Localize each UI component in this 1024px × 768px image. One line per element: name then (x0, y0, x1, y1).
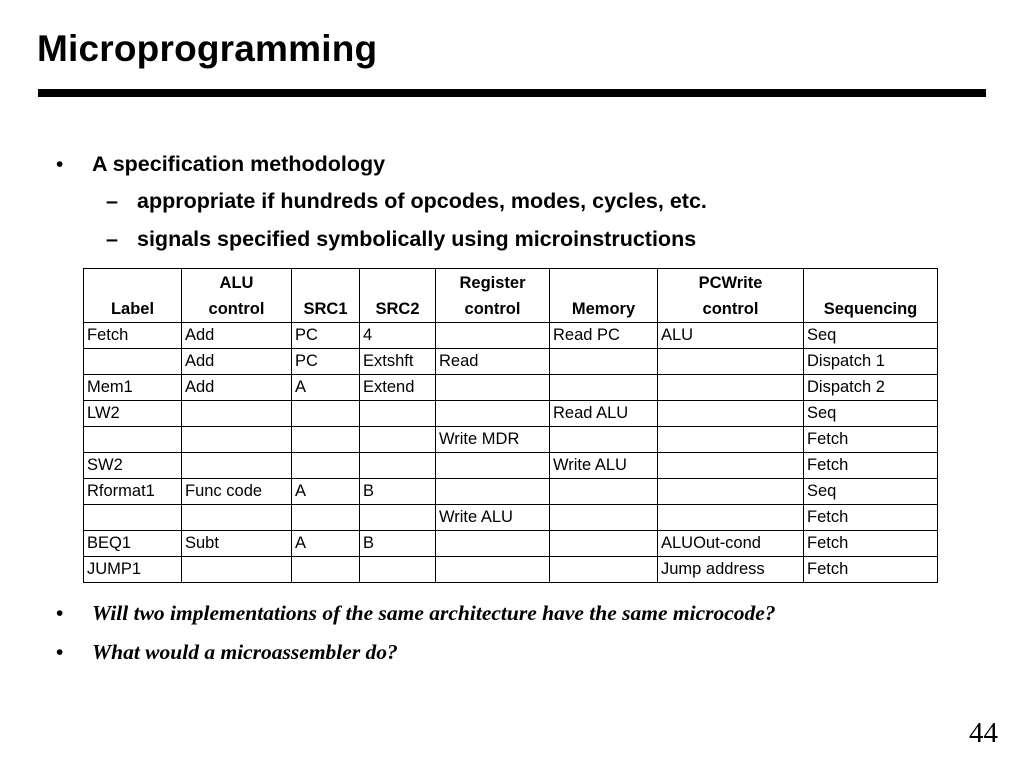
table-cell (360, 453, 436, 479)
table-cell: Add (182, 349, 292, 375)
dash-marker: – (106, 227, 118, 251)
bullet-main: A specification methodology (92, 152, 386, 176)
table-cell: PC (292, 349, 360, 375)
table-cell: A (292, 375, 360, 401)
table-cell (360, 401, 436, 427)
table-cell: Dispatch 2 (804, 375, 938, 401)
header-src1: SRC1 (292, 269, 360, 323)
table-cell: Seq (804, 479, 938, 505)
table-row (84, 453, 938, 479)
table-cell (436, 557, 550, 583)
table-cell: Extshft (360, 349, 436, 375)
bullet-marker: • (56, 641, 64, 664)
table-body (84, 323, 938, 583)
table-cell (658, 479, 804, 505)
microprogram-table (83, 268, 938, 583)
table-cell: Add (182, 323, 292, 349)
table-cell (360, 505, 436, 531)
table-cell: LW2 (84, 401, 182, 427)
table-cell: A (292, 531, 360, 557)
table-cell (182, 427, 292, 453)
table-cell (550, 531, 658, 557)
table-cell: BEQ1 (84, 531, 182, 557)
table-cell: ALU (658, 323, 804, 349)
table-cell (84, 505, 182, 531)
table-cell (436, 323, 550, 349)
table-cell (182, 401, 292, 427)
table-cell: Add (182, 375, 292, 401)
table-cell: Func code (182, 479, 292, 505)
table-cell: JUMP1 (84, 557, 182, 583)
table-cell: Fetch (804, 427, 938, 453)
table-cell: B (360, 531, 436, 557)
table-cell (658, 427, 804, 453)
table-cell: ALUOut-cond (658, 531, 804, 557)
table-cell (658, 349, 804, 375)
table-cell (182, 453, 292, 479)
table-cell (292, 427, 360, 453)
table-cell: SW2 (84, 453, 182, 479)
table-cell (84, 349, 182, 375)
table-cell (436, 401, 550, 427)
slide-title: Microprogramming (37, 28, 378, 69)
table-cell (360, 557, 436, 583)
bullet-marker: • (56, 153, 64, 176)
table-cell: Jump address (658, 557, 804, 583)
question-2: What would a microassembler do? (92, 640, 398, 664)
header-src2: SRC2 (360, 269, 436, 323)
table-cell: B (360, 479, 436, 505)
header-pcwrite-control: PCWrite control (658, 269, 804, 323)
header-memory: Memory (550, 269, 658, 323)
table-cell: Dispatch 1 (804, 349, 938, 375)
slide-number: 44 (969, 717, 998, 749)
table-cell (550, 375, 658, 401)
header-label: Label (84, 269, 182, 323)
table-row (84, 531, 938, 557)
table-row (84, 479, 938, 505)
table-row (84, 349, 938, 375)
table-row (84, 375, 938, 401)
table-cell (550, 349, 658, 375)
table-cell: Mem1 (84, 375, 182, 401)
bullet-marker: • (56, 602, 64, 625)
table-cell: Fetch (804, 505, 938, 531)
table-cell: Fetch (84, 323, 182, 349)
table-cell: Seq (804, 323, 938, 349)
table-cell (658, 375, 804, 401)
table-cell: Fetch (804, 531, 938, 557)
table-cell (550, 427, 658, 453)
table-cell (182, 557, 292, 583)
table-cell: Write ALU (550, 453, 658, 479)
table-cell: Extend (360, 375, 436, 401)
table-row (84, 557, 938, 583)
table-cell (658, 453, 804, 479)
table-cell: Fetch (804, 557, 938, 583)
sub-bullet-2: signals specified symbolically using microinstructions (137, 227, 697, 251)
table-cell (436, 531, 550, 557)
table-row (84, 401, 938, 427)
table-header-row (84, 269, 938, 323)
table-cell (550, 479, 658, 505)
sub-bullet-1: appropriate if hundreds of opcodes, modes, cycles, etc. (137, 189, 707, 213)
table-cell: Subt (182, 531, 292, 557)
table-cell: Read (436, 349, 550, 375)
table-cell (292, 453, 360, 479)
table-cell (84, 427, 182, 453)
table-cell: 4 (360, 323, 436, 349)
table-cell (436, 375, 550, 401)
table-cell (292, 401, 360, 427)
header-alu-control: ALU control (182, 269, 292, 323)
table-cell: Read PC (550, 323, 658, 349)
table-cell: PC (292, 323, 360, 349)
table-cell (436, 453, 550, 479)
title-rule (38, 89, 986, 97)
table-cell (292, 557, 360, 583)
table-cell (436, 479, 550, 505)
table-cell (550, 505, 658, 531)
header-register-control: Register control (436, 269, 550, 323)
table-cell: Write MDR (436, 427, 550, 453)
question-1: Will two implementations of the same architecture have the same microcode? (92, 601, 776, 625)
table-cell (658, 401, 804, 427)
table-cell (292, 505, 360, 531)
table-row (84, 505, 938, 531)
table-row (84, 323, 938, 349)
table-row (84, 427, 938, 453)
table-cell: Read ALU (550, 401, 658, 427)
table-cell: Seq (804, 401, 938, 427)
header-sequencing: Sequencing (804, 269, 938, 323)
table-cell (360, 427, 436, 453)
table-cell: Rformat1 (84, 479, 182, 505)
table-cell: Fetch (804, 453, 938, 479)
table-cell (658, 505, 804, 531)
table-cell: A (292, 479, 360, 505)
table-cell (182, 505, 292, 531)
dash-marker: – (106, 189, 118, 213)
table-cell: Write ALU (436, 505, 550, 531)
table-cell (550, 557, 658, 583)
